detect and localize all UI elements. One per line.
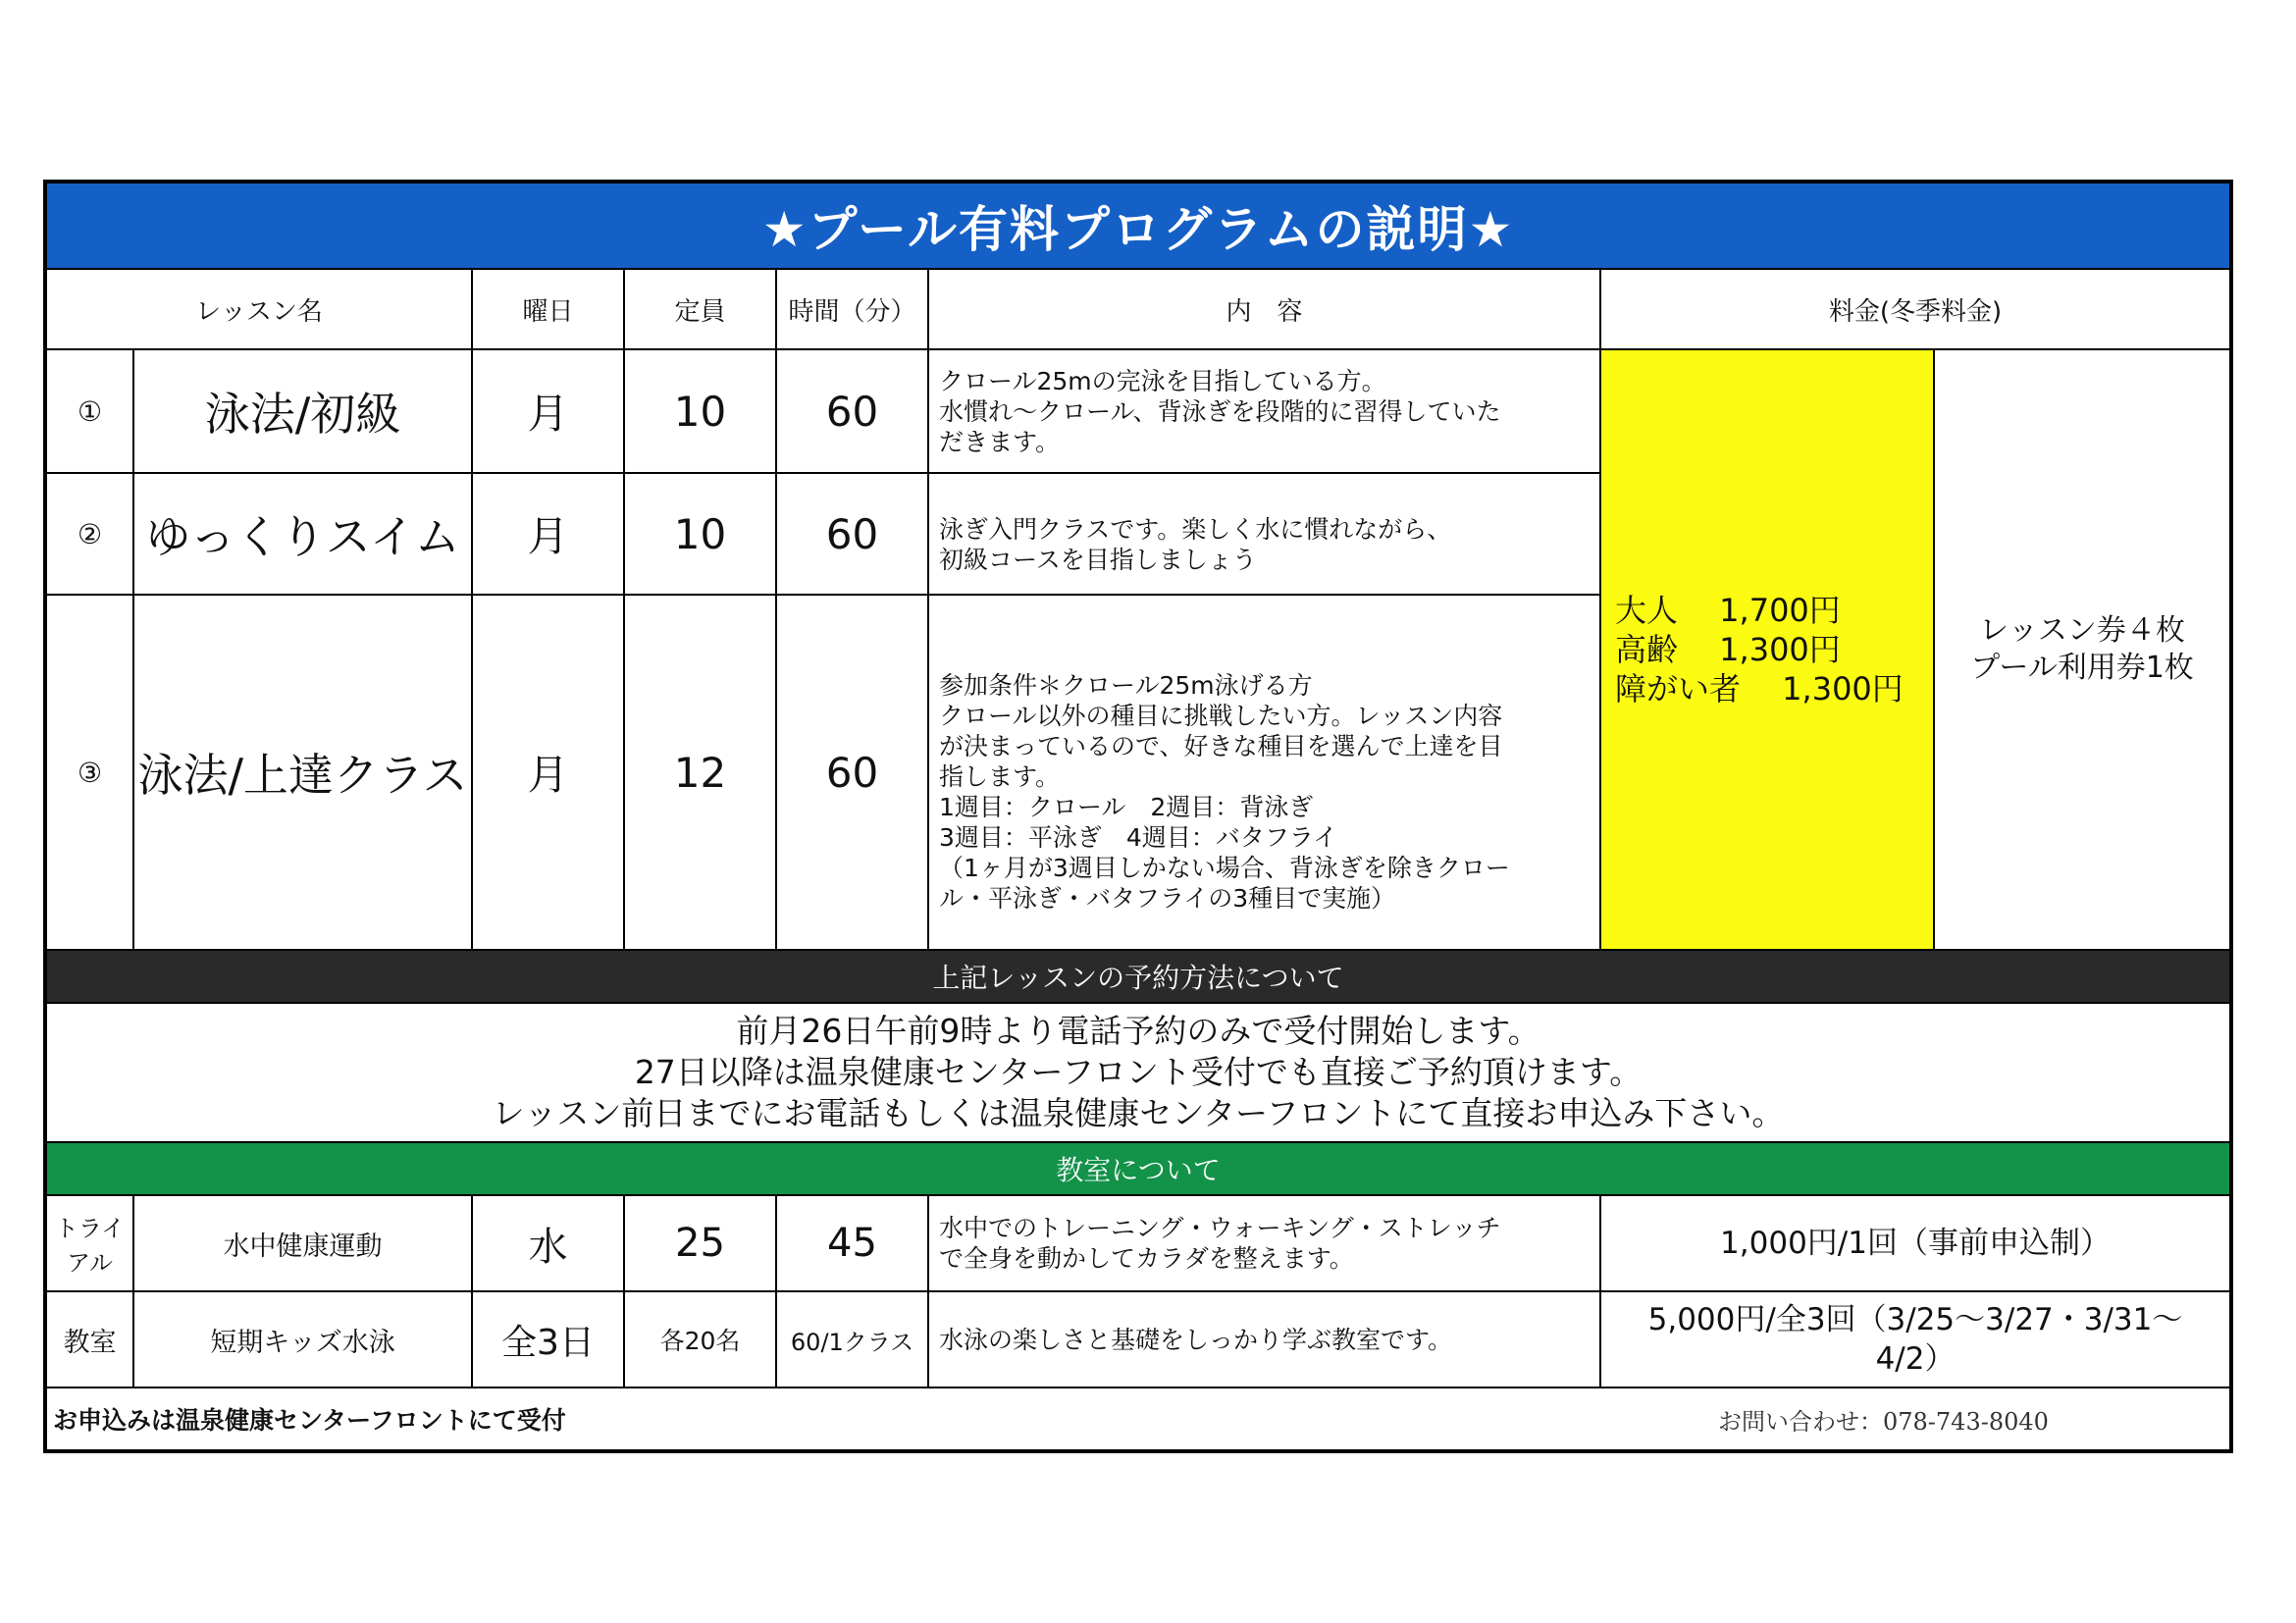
content-line: 水中でのトレーニング・ウォーキング・ストレッチ [939,1214,1501,1242]
footer [45,1387,2231,1451]
fee-disabled: 障がい者 1,300円 [1615,670,1904,707]
lesson-content [928,595,1600,950]
header-content: 内 容 [928,269,1600,349]
lesson-day: 月 [472,595,624,950]
fee-tickets-lesson: レッスン券４枚 [1979,613,2185,648]
lesson-capacity: 10 [624,473,776,595]
lesson-time: 60 [776,349,928,473]
content-line: クロール25mの完泳を目指している方。 [939,366,1386,395]
content-line: だきます。 [939,427,1061,456]
content-line: ル・平泳ぎ・バタフライの3種目で実施） [939,884,1396,913]
table-row [45,349,2231,473]
content-line: 水慣れ～クロール、背泳ぎを段階的に習得していた [939,396,1501,426]
header-capacity: 定員 [624,269,776,349]
class-content [928,1195,1600,1291]
class-fee [1600,1195,2231,1291]
class-day: 全3日 [472,1291,624,1387]
reservation-line: 前月26日午前9時より電話予約のみで受付開始します。 [736,1012,1540,1050]
content-line: 参加条件＊クロール25m泳げる方 [939,671,1313,700]
lesson-capacity: 12 [624,595,776,950]
lesson-day: 月 [472,349,624,473]
table-row [45,1195,2231,1291]
header-lesson-name: レッスン名 [45,269,472,349]
content-line: で全身を動かしてカラダを整えます。 [939,1244,1354,1273]
class-name: 水中健康運動 [133,1195,472,1291]
content-line: クロール以外の種目に挑戦したい方。レッスン内容 [939,702,1503,730]
class-capacity: 25 [624,1195,776,1291]
class-content [928,1291,1600,1387]
table-row [45,1291,2231,1387]
lesson-number: ① [45,349,133,473]
lesson-time: 60 [776,595,928,950]
lesson-capacity: 10 [624,349,776,473]
lesson-name: ゆっくりスイム [133,473,472,595]
page-title: ★プール有料プログラムの説明★ [45,182,2231,269]
content-line: が決まっているので、好きな種目を選んで上達を目 [939,732,1503,760]
fee-tickets [1934,349,2231,950]
class-time: 60/1クラス [776,1291,928,1387]
content-line: 水泳の楽しさと基礎をしっかり学ぶ教室です。 [939,1325,1453,1354]
class-time: 45 [776,1195,928,1291]
fee-tickets-pool: プール利用券1枚 [1970,651,2194,685]
lesson-content [928,349,1600,473]
class-fee-line: 5,000円/全3回（3/25～3/27・3/31～ [1647,1302,2183,1337]
lesson-name: 泳法/初級 [133,349,472,473]
lesson-content [928,473,1600,595]
content-line: （1ヶ月が3週目しかない場合、背泳ぎを除きクロー [939,854,1510,882]
contact-phone: お問い合わせ：078-743-8040 [1718,1407,2049,1436]
content-line: 1週目：クロール 2週目：背泳ぎ [939,793,1314,821]
class-type: トライアル [45,1195,133,1291]
content-line: 初級コースを目指しましょう [939,546,1257,574]
fee-senior: 高齢 1,300円 [1615,631,1841,668]
lesson-time: 60 [776,473,928,595]
program-table [43,180,2233,1453]
fee-prices [1600,349,1934,950]
reservation-line: レッスン前日までにお電話もしくは温泉健康センターフロントにて直接お申込み下さい。 [492,1094,1785,1132]
class-capacity: 各20名 [624,1291,776,1387]
table-header [45,269,2231,349]
classes-heading: 教室について [45,1142,2231,1195]
content-line: 泳ぎ入門クラスです。楽しく水に慣れながら、 [939,515,1452,544]
class-type: 教室 [45,1291,133,1387]
lesson-number: ③ [45,595,133,950]
reservation-line: 27日以降は温泉健康センターフロント受付でも直接ご予約頂けます。 [634,1053,1643,1091]
lesson-name: 泳法/上達クラス [133,595,472,950]
class-fee-line: 1,000円/1回（事前申込制） [1720,1226,2111,1261]
content-line: 指します。 [939,762,1061,791]
content-line: 3週目：平泳ぎ 4週目：バタフライ [939,823,1338,852]
fee-adult: 大人 1,700円 [1615,592,1841,629]
reservation-heading: 上記レッスンの予約方法について [45,950,2231,1003]
apply-note: お申込みは温泉健康センターフロントにて受付 [53,1406,566,1435]
header-fee: 料金(冬季料金) [1600,269,2231,349]
lesson-number: ② [45,473,133,595]
class-fee-line: 4/2） [1875,1341,1956,1377]
header-time: 時間（分） [776,269,928,349]
class-fee [1600,1291,2231,1387]
header-day: 曜日 [472,269,624,349]
class-day: 水 [472,1195,624,1291]
class-name: 短期キッズ水泳 [133,1291,472,1387]
lesson-day: 月 [472,473,624,595]
reservation-notice [45,1003,2231,1142]
program-sheet [43,180,2229,1455]
